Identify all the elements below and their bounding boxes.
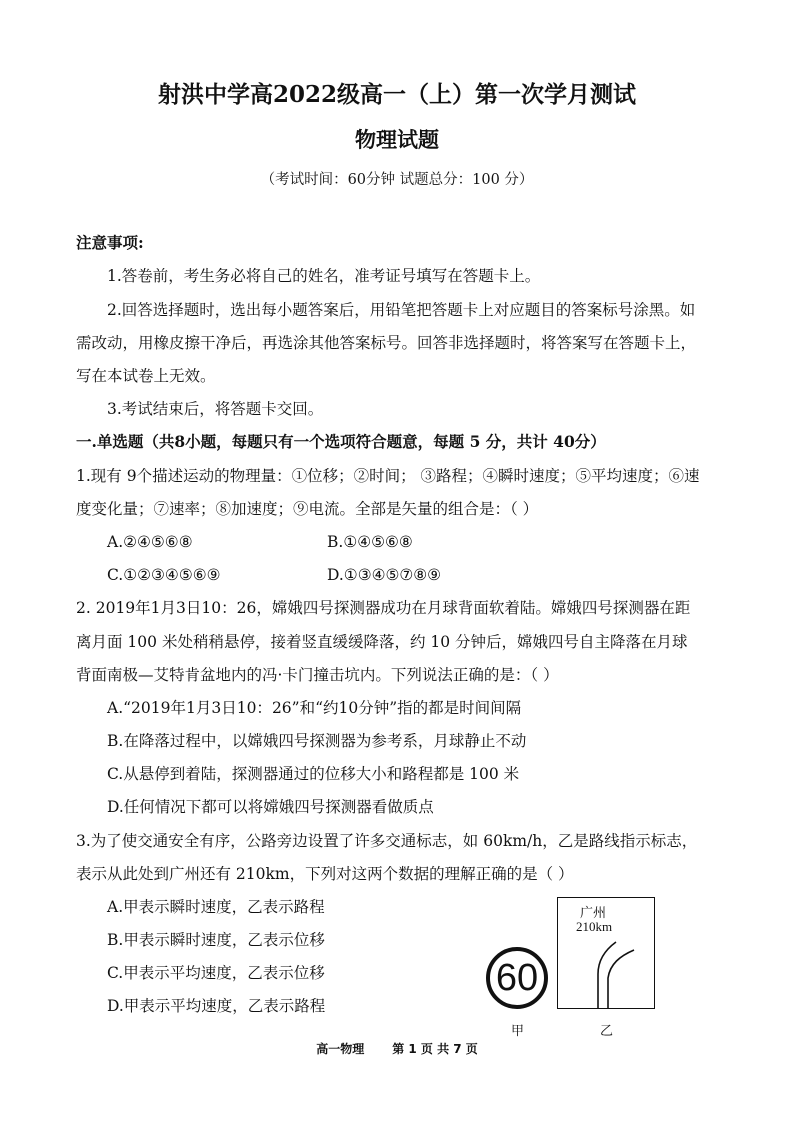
q1-option-b: B.①④⑤⑥⑧ [327,533,413,551]
route-sign-city: 广州 [580,906,607,921]
q2-line-1: 2. 2019年1月3日10：26，嫦娥四号探测器成功在月球背面软着陆。嫦娥四号探测器在距 [76,599,691,617]
label-yi: 乙 [600,1024,614,1039]
label-jia: 甲 [511,1024,525,1039]
q2-line-3: 背面南极—艾特肯盆地内的冯·卡门撞击坑内。下列说法正确的是：（ ） [76,666,559,684]
q3-option-a: A.甲表示瞬时速度，乙表示路程 [107,898,325,916]
q3-line-1: 3.为了使交通安全有序，公路旁边设置了许多交通标志，如 60km/h，乙是路线指示标志， [76,832,698,850]
q1-option-c: C.①②③④⑤⑥⑨ [107,566,221,584]
q2-option-b: B.在降落过程中，以嫦娥四号探测器为参考系，月球静止不动 [107,732,527,750]
note-1: 1.答卷前，考生务必将自己的姓名，准考证号填写在答题卡上。 [107,267,541,285]
q1-option-a: A.②④⑤⑥⑧ [107,533,193,551]
route-arrow-icon [558,898,656,1010]
q1-line-2: 度变化量；⑦速率；⑧加速度；⑨电流。全部是矢量的组合是：（ ） [76,500,539,518]
route-sign-distance: 210km [576,919,613,934]
route-sign [557,897,655,1009]
footer-subject: 高一物理 [316,1042,365,1056]
note-2-line-2: 需改动，用橡皮擦干净后，再选涂其他答案标号。回答非选择题时，将答案写在答题卡上， [76,334,697,352]
note-2-line-1: 2.回答选择题时，选出每小题答案后，用铅笔把答题卡上对应题目的答案标号涂黑。如 [107,301,696,319]
exam-title: 射洪中学高2022级高一（上）第一次学月测试 [157,81,636,108]
subject-title: 物理试题 [355,127,439,152]
q2-line-2: 离月面 100 米处稍稍悬停，接着竖直缓缓降落，约 10 分钟后，嫦娥四号自主降落在月球 [76,633,688,651]
exam-info: （考试时间：60分钟 试题总分：100 分） [260,172,534,188]
q2-option-a: A.“2019年1月3日10：26”和“约10分钟”指的都是时间间隔 [107,699,522,717]
q2-option-c: C.从悬停到着陆，探测器通过的位移大小和路程都是 100 米 [107,765,520,783]
q2-option-d: D.任何情况下都可以将嫦娥四号探测器看做质点 [107,798,434,816]
q3-option-c: C.甲表示平均速度，乙表示位移 [107,964,325,982]
section-1-heading: 一.单选题（共8小题，每题只有一个选项符合题意，每题 5 分，共计 40分） [76,432,606,451]
q3-option-b: B.甲表示瞬时速度，乙表示位移 [107,931,325,949]
note-2-line-3: 写在本试卷上无效。 [76,367,216,385]
note-3: 3.考试结束后，将答题卡交回。 [107,400,324,418]
footer-page-number: 第 1 页 共 7 页 [392,1042,478,1056]
q1-option-d: D.①③④⑤⑦⑧⑨ [327,566,442,584]
notes-heading: 注意事项: [76,233,144,252]
page-footer [0,1040,794,1057]
q3-option-d: D.甲表示平均速度，乙表示路程 [107,997,326,1015]
q1-line-1: 1.现有 9个描述运动的物理量：①位移；②时间； ③路程；④瞬时速度；⑤平均速度；⑥速 [76,467,700,485]
speed-limit-sign: 60 [486,947,548,1009]
q3-line-2: 表示从此处到广州还有 210km，下列对这两个数据的理解正确的是（ ） [76,865,574,883]
